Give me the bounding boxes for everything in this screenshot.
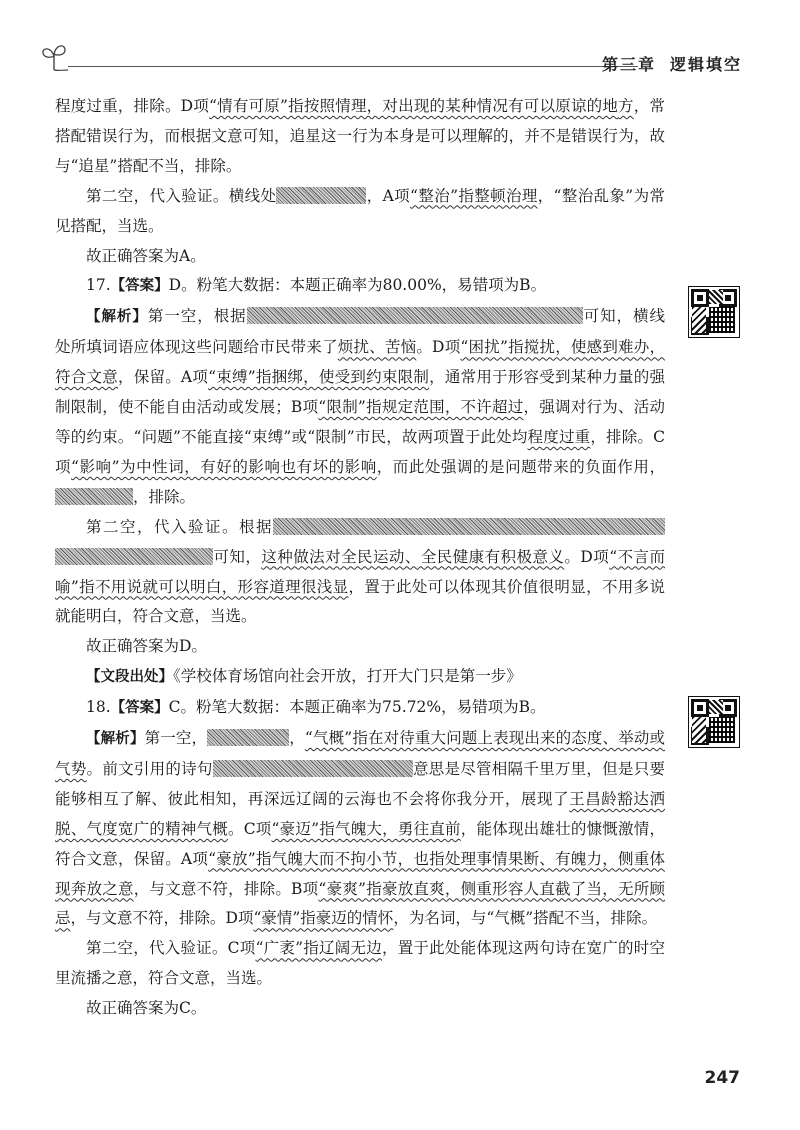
underlined-text: “情有可原”指按照情理，对出现的某种情况有可以原谅的地	[209, 97, 619, 115]
conclusion: 故正确答案为A。	[86, 246, 206, 265]
conclusion: 故正确答案为D。	[86, 637, 207, 656]
text: ，“整治乱象”为常见搭配，当选。	[55, 186, 665, 235]
text: 。D项	[564, 547, 610, 566]
page-number: 247	[704, 1068, 740, 1088]
text: ，置于此处可以体现其价值很明显，不用多说就能明白，符合文意，当选。	[55, 577, 665, 626]
underlined-text: “束缚”指捆绑，使受到约束限制	[208, 368, 430, 387]
underlined-text: “困扰”指搅扰，使感到难办，符合文意	[55, 338, 665, 387]
underlined-text: “豪放”指气魄大而不拘小节，也指处理事情果断、有魄力，侧重体现奔放之意	[55, 849, 665, 898]
question-17-explanation	[55, 302, 665, 512]
text: ，置于此处能体现这两句诗在宽广的时空里流播之意，符合文意，当选。	[55, 939, 665, 988]
text: ，常搭配错误行为，而根据文意可知，追星这一行为本身是可以理解的，并不是错误行为，故与“追星”搭配不当，排除。	[55, 97, 665, 175]
text: ，	[289, 729, 305, 748]
underlined-text: “广袤”指辽阔无边	[255, 939, 382, 958]
explanation-tag: 【解析】	[86, 309, 148, 326]
underlined-text: 程度过重	[527, 427, 591, 446]
text: 第二空，代入验证。C项	[86, 939, 256, 958]
answer-tag: 【答案】	[110, 278, 169, 295]
explanation-tag: 【解析】	[86, 731, 145, 748]
answer-tag: 【答案】	[110, 700, 169, 717]
text: ，强调对行为、活动等的约束。“问题”不能直接“束缚”或“限制”市民，故两项置于此处均	[55, 398, 665, 446]
text: 可知，横线处所填词语应体现这些问题给市民带来了	[55, 307, 665, 357]
paragraph	[55, 934, 665, 994]
paragraph	[55, 182, 665, 242]
underlined-text: 烦扰、苦恼	[337, 338, 417, 357]
text: ，而此处强调的是问题带来的负面作用，	[376, 457, 665, 476]
redacted-text	[207, 729, 289, 746]
text: ，保留。A项	[117, 368, 209, 387]
qr-code-icon[interactable]	[688, 696, 740, 748]
underlined-text: “不言而喻”指不用说就可以明白，形容道理很浅显	[55, 547, 665, 596]
chapter-title: 逻辑填空	[669, 55, 742, 74]
text: 第二空，代入验证。根据	[86, 517, 273, 536]
redacted-text	[55, 488, 133, 505]
text: 第一空，根据	[147, 307, 247, 326]
question-18-explanation	[55, 724, 665, 934]
sprout-icon	[40, 40, 70, 74]
underlined-text: “影响”为中性词，有好的影响也有坏的影响	[71, 457, 377, 476]
text: 。C项	[227, 819, 272, 838]
conclusion: 故正确答案为C。	[86, 999, 207, 1018]
page-header	[40, 38, 750, 78]
question-number: 18.	[86, 698, 111, 717]
underlined-text: 方	[618, 97, 634, 115]
page-body	[55, 92, 665, 1024]
text: ，排除。C项	[55, 427, 665, 476]
text: 第一空，	[144, 729, 208, 748]
underlined-text: 这种做法对全民运动、全民健康有积极意义	[261, 547, 565, 566]
underlined-text: “气概”指在对待重大问题上表现出来的态度、举动或气势	[55, 729, 665, 778]
redacted-text	[276, 187, 366, 204]
source-citation	[55, 662, 665, 693]
text: 。D项	[416, 338, 461, 357]
chapter-number: 第三章	[601, 55, 656, 74]
answer-text: D。粉笔大数据：本题正确率为80.00%，易错项为B。	[168, 276, 547, 295]
text: ，通常用于形容受到某种力量的强制限制，使不能自由活动或发展；B项	[55, 368, 665, 417]
paragraph	[55, 92, 665, 182]
redacted-text	[247, 307, 583, 324]
text: ，与文意不符，排除。B项	[133, 879, 319, 898]
underlined-text: “限制”指规定范围，不许超过	[318, 398, 524, 417]
text: 程度过重，排除。D项	[55, 97, 210, 115]
redacted-text	[273, 518, 665, 535]
redacted-text	[55, 548, 213, 565]
underlined-text: “豪迈”指气魄大，勇往直前	[271, 819, 461, 838]
header-rule	[68, 66, 638, 67]
paragraph	[55, 513, 665, 633]
chapter-heading	[602, 52, 742, 75]
text: 第二空，代入验证。横线处	[86, 186, 277, 205]
underlined-text: “豪爽”指豪放直爽，侧重形容人直截了当，无所顾忌	[55, 879, 665, 928]
question-17-answer	[55, 271, 665, 302]
underlined-text: 王昌龄豁达洒脱、气度宽广的精神气概	[55, 789, 665, 838]
text: ，A项	[366, 186, 411, 205]
qr-code-icon[interactable]	[688, 286, 740, 338]
text: ，能体现出雄壮的慷慨激情，符合文意，保留。A项	[55, 819, 665, 868]
source-title: 《学校体育场馆向社会开放，打开大门只是第一步》	[173, 667, 522, 686]
text: 意思是尽管相隔千里万里，但是只要能够相互了解、彼此相知，再深远辽阔的云海也不会将你我分开，展现了	[55, 759, 665, 808]
answer-text: C。粉笔大数据：本题正确率为75.72%，易错项为B。	[168, 698, 546, 717]
text: 可知，	[213, 547, 262, 566]
underlined-text: “整治”指整顿治理	[410, 186, 538, 205]
underlined-text: “豪情”指豪迈的情怀	[253, 909, 394, 928]
source-tag: 【文段出处】	[86, 669, 173, 686]
redacted-text	[213, 760, 413, 777]
text: 。前文引用的诗句	[86, 759, 213, 778]
text: ，与文意不符，排除。D项	[70, 909, 254, 928]
text: ，排除。	[133, 487, 196, 506]
question-18-answer	[55, 693, 665, 724]
question-number: 17.	[86, 276, 111, 295]
text: ，为名词，与“气概”搭配不当，排除。	[393, 909, 658, 928]
